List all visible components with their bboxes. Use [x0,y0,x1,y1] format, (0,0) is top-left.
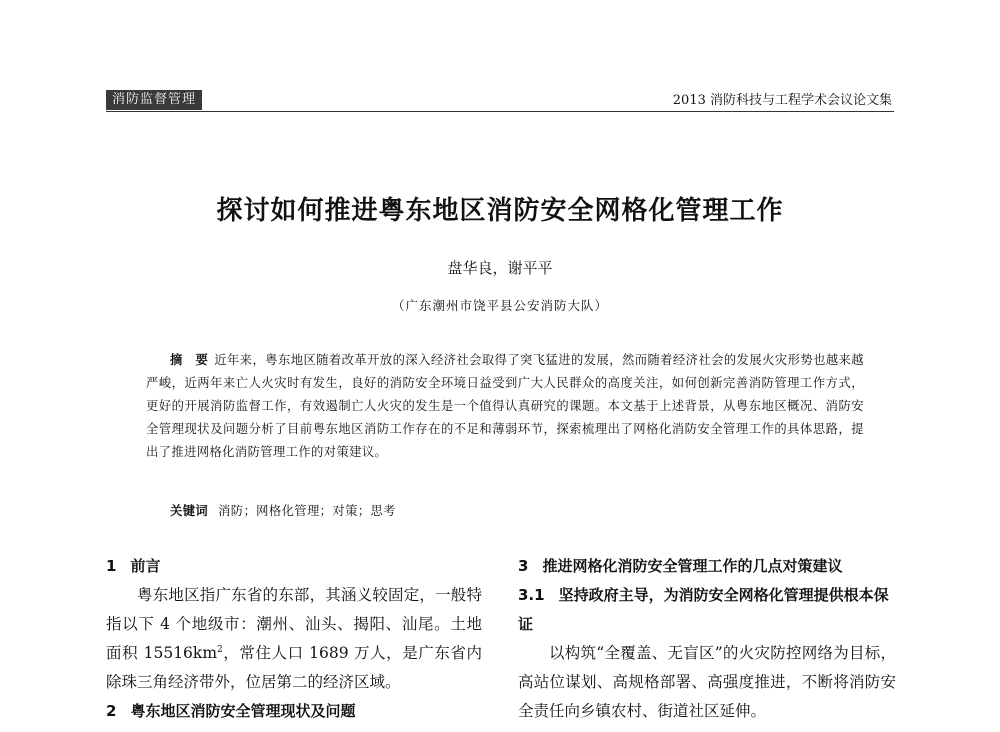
abstract [146,349,864,464]
keywords [170,501,864,521]
section-2-heading [106,697,482,726]
section-title: 推进网格化消防安全管理工作的几点对策建议 [542,557,843,575]
intro-paragraph [106,581,482,697]
section-title: 粤东地区消防安全管理现状及问题 [130,702,356,720]
section-title: 坚持政府主导，为消防安全网格化管理提供根本保证 [518,586,889,633]
abstract-label: 摘 要 [170,353,209,367]
keywords-text: 消防；网格化管理；对策；思考 [218,504,396,518]
keywords-label: 关键词 [170,504,209,518]
section-3-1-heading [518,581,896,639]
intro-text-b: ，常住人口 1689 万人，是广东省内除珠三角经济带外，位居第二的经济区域。 [106,644,482,691]
header-rule [106,111,894,112]
intro-text-a: 粤东地区指广东省的东部，其涵义较固定，一般特指以下 4 个地级市：潮州、汕头、揭阳、汕尾。土地面积 15516km [106,586,482,662]
superscript: 2 [217,644,223,655]
paper-title: 探讨如何推进粤东地区消防安全网格化管理工作 [216,196,784,226]
running-title: 2013 消防科技与工程学术会议论文集 [672,93,892,108]
section-3-heading [518,552,896,581]
section-3-1-paragraph: 以构筑“全覆盖、无盲区”的火灾防控网络为目标，高站位谋划、高规格部署、高强度推进，不断将消防安全责任向乡镇农村、街道社区延伸。 [518,644,896,720]
left-column [106,552,482,726]
abstract-text: 近年来，粤东地区随着改革开放的深入经济社会取得了突飞猛进的发展，然而随着经济社会的发展火灾形势也越来越严峻，近两年来亡人火灾时有发生，良好的消防安全环境日益受到广大人民群众的高度关注，如何创新完善消防管理工作方式，更好的开展消防监督工作，有效遏制亡人火灾的发生是一个值得认真研究的课题。本文基于上述背景，从粤东地区概况、消防安全管理现状及问题分析了目前粤东地区消防工作存在的不足和薄弱环节，探索梳理出了网格化消防安全管理工作的具体思路，提出了推进网格化消防管理工作的对策建议。 [146,353,864,459]
section-number: 3.1 [518,586,545,604]
section-title: 前言 [130,557,161,575]
affiliation: （广东潮州市饶平县公安消防大队） [391,298,608,313]
section-number: 2 [106,702,117,720]
right-column [518,552,896,726]
section-1-heading [106,552,482,581]
section-number: 3 [518,557,529,575]
authors: 盘华良，谢平平 [447,259,553,277]
section-number: 1 [106,557,117,575]
section-tag: 消防监督管理 [106,90,202,110]
